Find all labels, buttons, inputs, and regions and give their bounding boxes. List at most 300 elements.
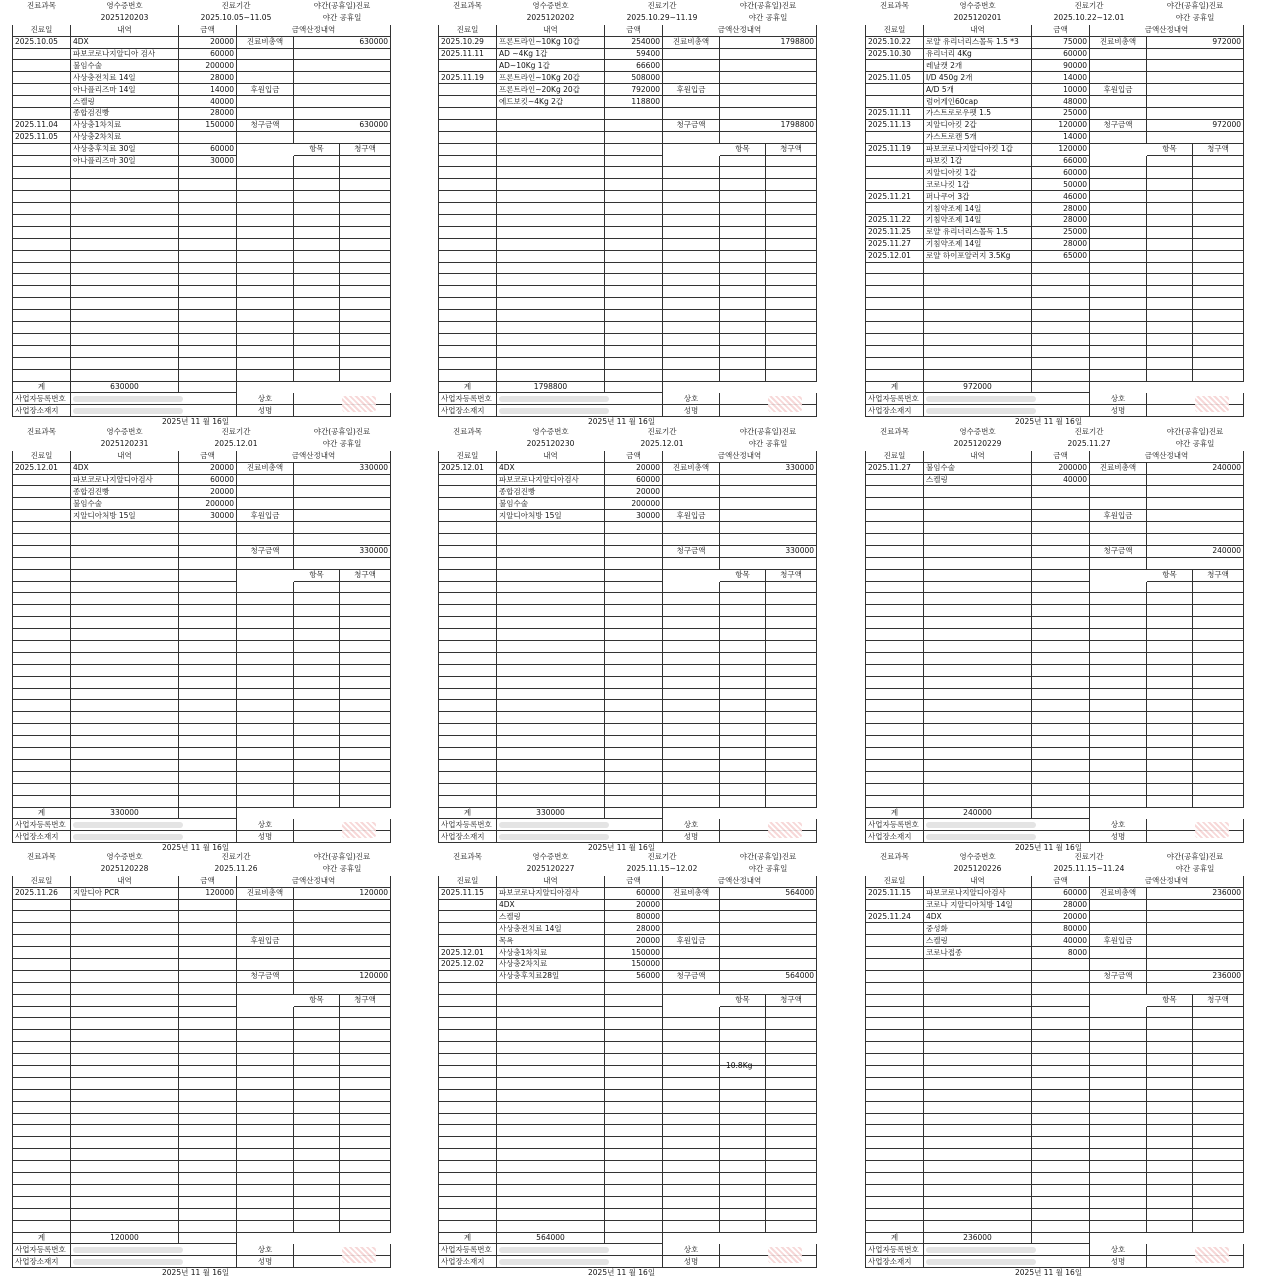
table-row [866, 274, 1244, 286]
row-detail [497, 1077, 605, 1089]
receipt-no-label: 영수증번호 [959, 852, 996, 862]
row-date [866, 203, 924, 215]
table-row [866, 1077, 1244, 1089]
calc-empty [663, 1030, 720, 1042]
dept-label: 진료과목 [880, 427, 909, 437]
calc-empty [720, 226, 766, 238]
night-label: 야간(공휴일)진료 [313, 427, 371, 437]
row-detail [71, 1137, 179, 1149]
calc-empty [1090, 911, 1147, 923]
row-detail [71, 1125, 179, 1137]
calc-empty [1193, 155, 1244, 167]
sum-value: 972000 [924, 381, 1032, 393]
row-date [866, 1018, 924, 1030]
calc-empty [237, 1030, 294, 1042]
row-date [13, 322, 71, 334]
row-detail [71, 911, 179, 923]
calc-empty [1193, 771, 1244, 783]
dept-label: 진료과목 [27, 852, 56, 862]
row-amount [1032, 676, 1090, 688]
calc-empty [1147, 96, 1244, 108]
row-detail [924, 534, 1032, 546]
name-label: 성명 [663, 1256, 720, 1268]
calc-empty [294, 498, 391, 510]
calc-empty [294, 676, 340, 688]
item-label: 항목 [1147, 143, 1193, 155]
biz-no-value [924, 819, 1090, 831]
calc-empty [1193, 203, 1244, 215]
calc-empty [237, 724, 294, 736]
row-amount [605, 143, 663, 155]
table-row [13, 179, 391, 191]
issue-date: 2025년 11 월 16일 [162, 1268, 230, 1277]
issue-date: 2025년 11 월 16일 [162, 417, 230, 426]
calc-empty [720, 629, 766, 641]
calc-empty [237, 310, 294, 322]
row-detail: 종합검진빵 [497, 486, 605, 498]
calc-empty [237, 959, 294, 971]
name-label: 성명 [237, 1256, 294, 1268]
sponsor-value [294, 510, 391, 522]
row-amount [605, 534, 663, 546]
row-detail: 4DX [497, 462, 605, 474]
table-row [866, 899, 1244, 911]
calc-empty [1147, 167, 1193, 179]
calc-empty [663, 724, 720, 736]
row-detail [497, 605, 605, 617]
calc-spacer [237, 569, 294, 581]
table-row [13, 724, 391, 736]
period-value: 2025.10.22~12.01 [1053, 13, 1125, 23]
claim-amount-label: 청구액 [340, 994, 391, 1006]
row-amount [605, 688, 663, 700]
row-date [439, 712, 497, 724]
calc-empty [340, 676, 391, 688]
calc-empty [1090, 783, 1147, 795]
row-date [13, 1196, 71, 1208]
row-amount: 46000 [1032, 191, 1090, 203]
calc-empty [1147, 345, 1193, 357]
table-row [439, 462, 817, 474]
sum-spacer [1090, 381, 1244, 393]
row-amount [1032, 557, 1090, 569]
sum-spacer [663, 381, 817, 393]
row-amount [605, 1137, 663, 1149]
calc-empty [766, 605, 817, 617]
calc-empty [663, 369, 720, 381]
calc-empty [1090, 179, 1147, 191]
date-header: 진료일 [439, 24, 497, 36]
calc-empty [340, 783, 391, 795]
redacted-mark [499, 1247, 609, 1253]
row-date [866, 1066, 924, 1078]
row-amount [605, 274, 663, 286]
row-date: 2025.11.27 [866, 462, 924, 474]
calc-empty [237, 783, 294, 795]
calc-empty [340, 1113, 391, 1125]
calc-empty [340, 771, 391, 783]
calc-empty [663, 1137, 720, 1149]
row-date [866, 545, 924, 557]
calc-empty [766, 1030, 817, 1042]
row-amount: 200000 [179, 60, 237, 72]
sponsor-value [1147, 84, 1244, 96]
detail-header: 내역 [924, 24, 1032, 36]
calc-empty [766, 1184, 817, 1196]
row-amount [605, 557, 663, 569]
row-detail [71, 274, 179, 286]
calc-empty [294, 238, 340, 250]
calc-empty [766, 1149, 817, 1161]
calc-empty [1147, 1066, 1193, 1078]
total-cost-label: 진료비총액 [663, 887, 720, 899]
calc-empty [237, 96, 294, 108]
row-date [13, 310, 71, 322]
row-detail [71, 700, 179, 712]
row-date [866, 1220, 924, 1232]
calc-empty [766, 795, 817, 807]
row-date [866, 322, 924, 334]
row-date: 2025.11.19 [866, 143, 924, 155]
table-row [866, 1173, 1244, 1185]
table-row [13, 36, 391, 48]
row-date [13, 226, 71, 238]
row-detail: 4DX [71, 462, 179, 474]
row-date [439, 510, 497, 522]
calc-empty [237, 1101, 294, 1113]
sum-empty [179, 807, 237, 819]
row-date [439, 970, 497, 982]
total-cost-value: 972000 [1147, 36, 1244, 48]
row-detail [71, 923, 179, 935]
redacted-mark [73, 396, 183, 402]
calc-empty [1090, 357, 1147, 369]
row-amount: 48000 [1032, 96, 1090, 108]
address-value [497, 1256, 663, 1268]
calc-empty [766, 748, 817, 760]
row-detail [924, 1173, 1032, 1185]
row-date [866, 994, 924, 1006]
row-amount [605, 226, 663, 238]
row-detail [924, 994, 1032, 1006]
row-detail: 중성화 [924, 923, 1032, 935]
row-amount [179, 1184, 237, 1196]
row-detail [497, 179, 605, 191]
calc-empty [720, 108, 817, 120]
table-row [13, 510, 391, 522]
row-detail: 파보코로나지알디아검사 [924, 887, 1032, 899]
calc-empty [340, 605, 391, 617]
table-row [439, 1006, 817, 1018]
row-date [13, 1089, 71, 1101]
table-row [866, 1042, 1244, 1054]
calc-empty [1147, 250, 1193, 262]
calc-empty [1147, 226, 1193, 238]
row-amount [179, 724, 237, 736]
table-row [866, 569, 1244, 581]
row-detail [924, 641, 1032, 653]
table-row [13, 238, 391, 250]
night-label: 야간(공휴일)진료 [739, 1, 797, 11]
row-amount [179, 1077, 237, 1089]
row-detail: 사상충2차치료 [497, 959, 605, 971]
row-date [866, 970, 924, 982]
address-label: 사업장소재지 [866, 1256, 924, 1268]
row-date [13, 48, 71, 60]
row-date [13, 357, 71, 369]
calc-empty [1090, 1066, 1147, 1078]
night-label: 야간(공휴일)진료 [739, 852, 797, 862]
row-amount [605, 664, 663, 676]
table-row [13, 795, 391, 807]
row-amount [605, 795, 663, 807]
row-date [866, 1089, 924, 1101]
row-detail [71, 935, 179, 947]
calc-empty [340, 581, 391, 593]
total-cost-label: 진료비총액 [237, 462, 294, 474]
row-amount: 40000 [1032, 935, 1090, 947]
calc-empty [1147, 522, 1244, 534]
table-row [866, 688, 1244, 700]
row-detail [71, 298, 179, 310]
row-date [439, 724, 497, 736]
calc-empty [237, 911, 294, 923]
biz-no-label: 사업자등록번호 [13, 393, 71, 405]
calc-empty [1090, 664, 1147, 676]
row-date [439, 1184, 497, 1196]
row-detail [924, 545, 1032, 557]
row-detail [71, 1054, 179, 1066]
calc-empty [663, 1220, 720, 1232]
table-row [439, 131, 817, 143]
row-date [13, 96, 71, 108]
row-detail [71, 593, 179, 605]
table-row [439, 1113, 817, 1125]
row-date: 2025.11.05 [13, 131, 71, 143]
calc-empty [1090, 1042, 1147, 1054]
calc-empty [1193, 1066, 1244, 1078]
calc-empty [237, 759, 294, 771]
receipt [438, 426, 816, 852]
calc-empty [1090, 486, 1147, 498]
row-detail: 로얄 유리너리스몰독 1.5 *3 [924, 36, 1032, 48]
detail-header: 내역 [71, 24, 179, 36]
calc-empty [294, 108, 391, 120]
night-value: 야간 공휴일 [1175, 13, 1215, 23]
row-amount [179, 569, 237, 581]
row-date [13, 724, 71, 736]
calc-empty [663, 1066, 720, 1078]
calc-empty [294, 357, 340, 369]
table-row [13, 1018, 391, 1030]
calc-empty [294, 60, 391, 72]
table-row [866, 664, 1244, 676]
total-cost-label: 진료비총액 [1090, 887, 1147, 899]
row-detail [497, 1101, 605, 1113]
row-amount: 120000 [1032, 143, 1090, 155]
calc-empty [340, 215, 391, 227]
table-row [866, 462, 1244, 474]
table-row [13, 322, 391, 334]
row-amount: 40000 [1032, 474, 1090, 486]
table-row [13, 545, 391, 557]
calc-empty [1147, 959, 1244, 971]
sponsor-label: 후원입금 [1090, 510, 1147, 522]
sum-label: 계 [866, 1232, 924, 1244]
table-row [13, 1220, 391, 1232]
row-date [866, 759, 924, 771]
calc-empty [1147, 274, 1193, 286]
seal-stamp [768, 1247, 802, 1263]
table-row [439, 357, 817, 369]
night-value: 야간 공휴일 [322, 439, 362, 449]
calc-empty [237, 250, 294, 262]
row-detail [497, 1006, 605, 1018]
row-amount [179, 795, 237, 807]
row-detail [71, 1184, 179, 1196]
address-label: 사업장소재지 [439, 1256, 497, 1268]
row-date [866, 1077, 924, 1089]
calc-empty [766, 700, 817, 712]
night-label: 야간(공휴일)진료 [1166, 852, 1224, 862]
row-amount [179, 262, 237, 274]
table-row [439, 36, 817, 48]
row-amount [605, 1077, 663, 1089]
calc-empty [720, 676, 766, 688]
calc-empty [663, 1173, 720, 1185]
receipt [438, 851, 816, 1277]
calc-empty [663, 899, 720, 911]
calc-empty [237, 1184, 294, 1196]
calc-empty [294, 131, 391, 143]
address-value [924, 1256, 1090, 1268]
row-detail [924, 357, 1032, 369]
row-detail [497, 617, 605, 629]
row-detail [71, 545, 179, 557]
row-detail [497, 108, 605, 120]
table-row [13, 310, 391, 322]
calc-empty [294, 700, 340, 712]
table-row [13, 605, 391, 617]
calc-empty [663, 1018, 720, 1030]
row-date [866, 1173, 924, 1185]
table-row [439, 617, 817, 629]
row-amount [179, 557, 237, 569]
calc-empty [766, 688, 817, 700]
table-row [439, 274, 817, 286]
row-date [13, 498, 71, 510]
shop-label: 상호 [663, 819, 720, 831]
table-row [439, 155, 817, 167]
calc-empty [1090, 167, 1147, 179]
calc-empty [720, 155, 766, 167]
row-amount [1032, 1125, 1090, 1137]
claim-value: 1798800 [720, 119, 817, 131]
row-amount [605, 357, 663, 369]
row-detail: 가스트로로우펫 1.5 [924, 108, 1032, 120]
sum-empty [1032, 807, 1090, 819]
receipt-no-label: 영수증번호 [532, 1, 569, 11]
calc-empty [340, 357, 391, 369]
calc-empty [766, 641, 817, 653]
calc-empty [340, 1030, 391, 1042]
calc-empty [1090, 1054, 1147, 1066]
row-date [13, 569, 71, 581]
row-detail [924, 510, 1032, 522]
row-detail: 프론트라인~20Kg 20갑 [497, 84, 605, 96]
table-row [13, 1173, 391, 1185]
row-detail [71, 203, 179, 215]
row-amount [179, 1101, 237, 1113]
calc-empty [1147, 771, 1193, 783]
calc-header: 금액산정내역 [237, 24, 391, 36]
row-date [866, 1113, 924, 1125]
calc-empty [1090, 593, 1147, 605]
table-row [866, 605, 1244, 617]
table-row [13, 215, 391, 227]
calc-empty [294, 1030, 340, 1042]
row-detail [924, 1054, 1032, 1066]
sum-value: 330000 [497, 807, 605, 819]
calc-empty [720, 60, 817, 72]
row-detail [924, 748, 1032, 760]
row-amount [179, 345, 237, 357]
table-row [439, 298, 817, 310]
amount-header: 금액 [605, 24, 663, 36]
calc-empty [720, 357, 766, 369]
row-detail [71, 1018, 179, 1030]
row-detail [924, 795, 1032, 807]
calc-empty [720, 1196, 766, 1208]
calc-empty [1147, 1042, 1193, 1054]
table-row [13, 899, 391, 911]
table-row [13, 1101, 391, 1113]
calc-empty [1193, 1161, 1244, 1173]
calc-empty [294, 167, 340, 179]
weight-note: 10.8Kg [726, 1061, 753, 1070]
calc-empty [294, 982, 391, 994]
table-row [439, 1054, 817, 1066]
row-detail [924, 688, 1032, 700]
row-amount [179, 759, 237, 771]
calc-spacer [1090, 994, 1147, 1006]
receipt [865, 0, 1243, 426]
table-row [866, 557, 1244, 569]
row-detail [71, 652, 179, 664]
calc-empty [294, 783, 340, 795]
row-amount [605, 605, 663, 617]
row-amount [179, 1030, 237, 1042]
calc-empty [340, 1161, 391, 1173]
calc-empty [340, 167, 391, 179]
calc-empty [340, 1018, 391, 1030]
redacted-mark [926, 822, 1036, 828]
redacted-mark [73, 834, 183, 840]
calc-empty [720, 191, 766, 203]
row-date [866, 795, 924, 807]
row-detail [924, 724, 1032, 736]
row-amount [605, 771, 663, 783]
row-detail [924, 1101, 1032, 1113]
row-detail [924, 1042, 1032, 1054]
row-date [13, 1173, 71, 1185]
calc-empty [237, 238, 294, 250]
calc-empty [663, 617, 720, 629]
row-detail [497, 1161, 605, 1173]
redacted-mark [926, 834, 1036, 840]
row-date [439, 498, 497, 510]
table-row [13, 486, 391, 498]
